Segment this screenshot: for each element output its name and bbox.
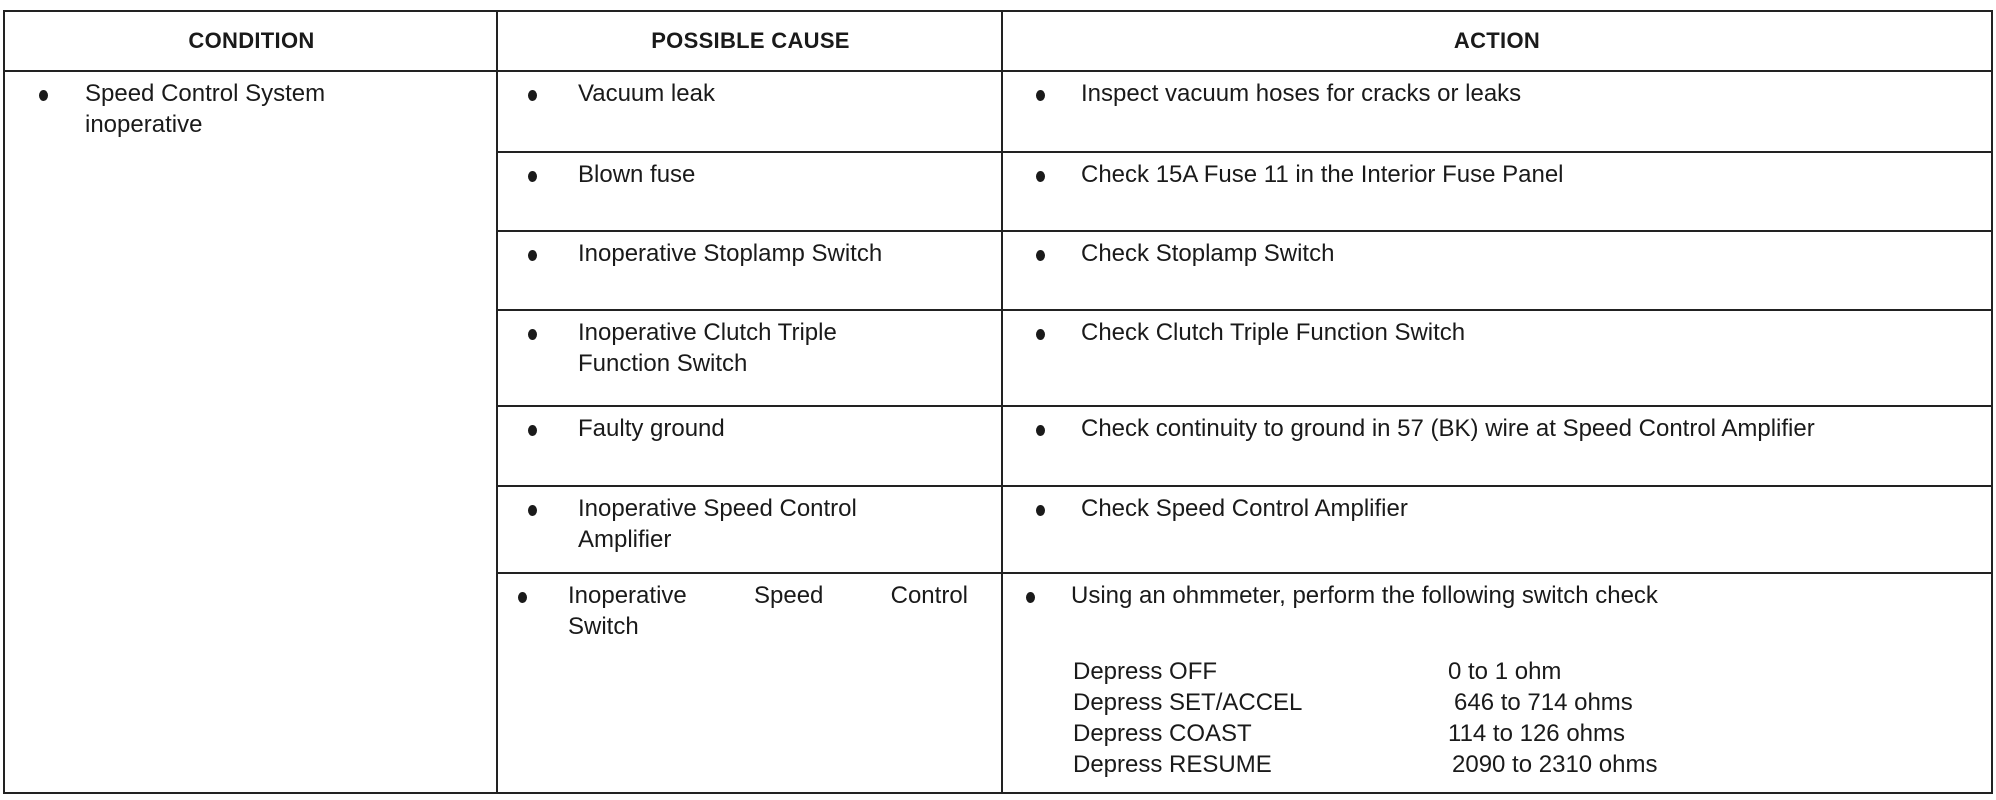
action-cell xyxy=(1003,311,1991,405)
table-row xyxy=(498,153,1001,230)
switch-test-name: Depress SET/ACCEL xyxy=(1073,689,1303,716)
bullet-icon xyxy=(528,171,537,182)
diagnosis-table xyxy=(3,10,1993,794)
bullet-icon xyxy=(1026,592,1035,603)
cause-text: Switch xyxy=(568,613,639,640)
bullet-icon xyxy=(528,250,537,261)
switch-test-list xyxy=(1073,656,1658,780)
bullet-icon xyxy=(1036,250,1045,261)
action-cell xyxy=(1003,232,1991,309)
bullet-icon xyxy=(1036,425,1045,436)
bullet-icon xyxy=(518,592,527,603)
cause-text: Faulty ground xyxy=(578,415,725,442)
bullet-icon xyxy=(528,425,537,436)
cause-text: Blown fuse xyxy=(578,161,696,188)
switch-test-row xyxy=(1073,656,1658,687)
header-possible-cause: POSSIBLE CAUSE xyxy=(498,12,1003,72)
cause-text: Inoperative Clutch Triple xyxy=(578,319,837,346)
switch-test-value: 0 to 1 ohm xyxy=(1448,658,1562,685)
bullet-icon xyxy=(528,505,537,516)
switch-test-value: 646 to 714 ohms xyxy=(1454,689,1633,716)
action-cell xyxy=(1003,487,1991,572)
switch-test-row xyxy=(1073,749,1658,780)
cause-word: Inoperative xyxy=(568,582,687,609)
bullet-icon xyxy=(1036,329,1045,340)
bullet-icon xyxy=(528,90,537,101)
bullet-icon xyxy=(528,329,537,340)
action-cell xyxy=(1003,153,1991,230)
action-text: Inspect vacuum hoses for cracks or leaks xyxy=(1081,80,1522,107)
action-text: Check continuity to ground in 57 (BK) wire at Speed Control Amplifier xyxy=(1081,415,1815,442)
bullet-icon xyxy=(1036,171,1045,182)
cause-text: Inoperative Speed Control xyxy=(578,495,857,522)
switch-test-value: 2090 to 2310 ohms xyxy=(1452,751,1658,778)
cause-text: Amplifier xyxy=(578,526,672,553)
switch-test-name: Depress COAST xyxy=(1073,720,1252,747)
cause-text: Inoperative Stoplamp Switch xyxy=(578,240,883,267)
switch-test-row xyxy=(1073,687,1658,718)
switch-test-name: Depress OFF xyxy=(1073,658,1218,685)
table-row xyxy=(498,311,1001,405)
header-action: ACTION xyxy=(1003,12,1991,72)
condition-line-2: inoperative xyxy=(85,111,203,138)
action-text: Check Stoplamp Switch xyxy=(1081,240,1335,267)
action-text: Check Clutch Triple Function Switch xyxy=(1081,319,1466,346)
cause-text: Vacuum leak xyxy=(578,80,715,107)
action-cell xyxy=(1003,407,1991,485)
cause-word: Speed xyxy=(753,582,824,609)
bullet-icon xyxy=(1036,505,1045,516)
action-text: Using an ohmmeter, perform the following switch check xyxy=(1071,582,1658,609)
action-text: Check 15A Fuse 11 in the Interior Fuse Panel xyxy=(1081,161,1564,188)
action-cell xyxy=(1003,72,1991,151)
table-row xyxy=(498,574,1001,792)
bullet-icon xyxy=(39,90,48,101)
action-text: Check Speed Control Amplifier xyxy=(1081,495,1408,522)
condition-line-1: Speed Control System xyxy=(85,80,326,107)
switch-test-value: 114 to 126 ohms xyxy=(1448,720,1626,747)
table-row xyxy=(498,72,1001,151)
table-row xyxy=(498,407,1001,485)
action-cell xyxy=(1003,574,1991,792)
cause-text: Function Switch xyxy=(578,350,748,377)
cause-word: Control xyxy=(890,582,968,609)
table-row xyxy=(498,232,1001,309)
bullet-icon xyxy=(1036,90,1045,101)
switch-test-name: Depress RESUME xyxy=(1073,751,1272,778)
table-row xyxy=(498,487,1001,572)
switch-test-row xyxy=(1073,718,1658,749)
header-condition: CONDITION xyxy=(5,12,498,72)
condition-cell xyxy=(5,72,496,792)
